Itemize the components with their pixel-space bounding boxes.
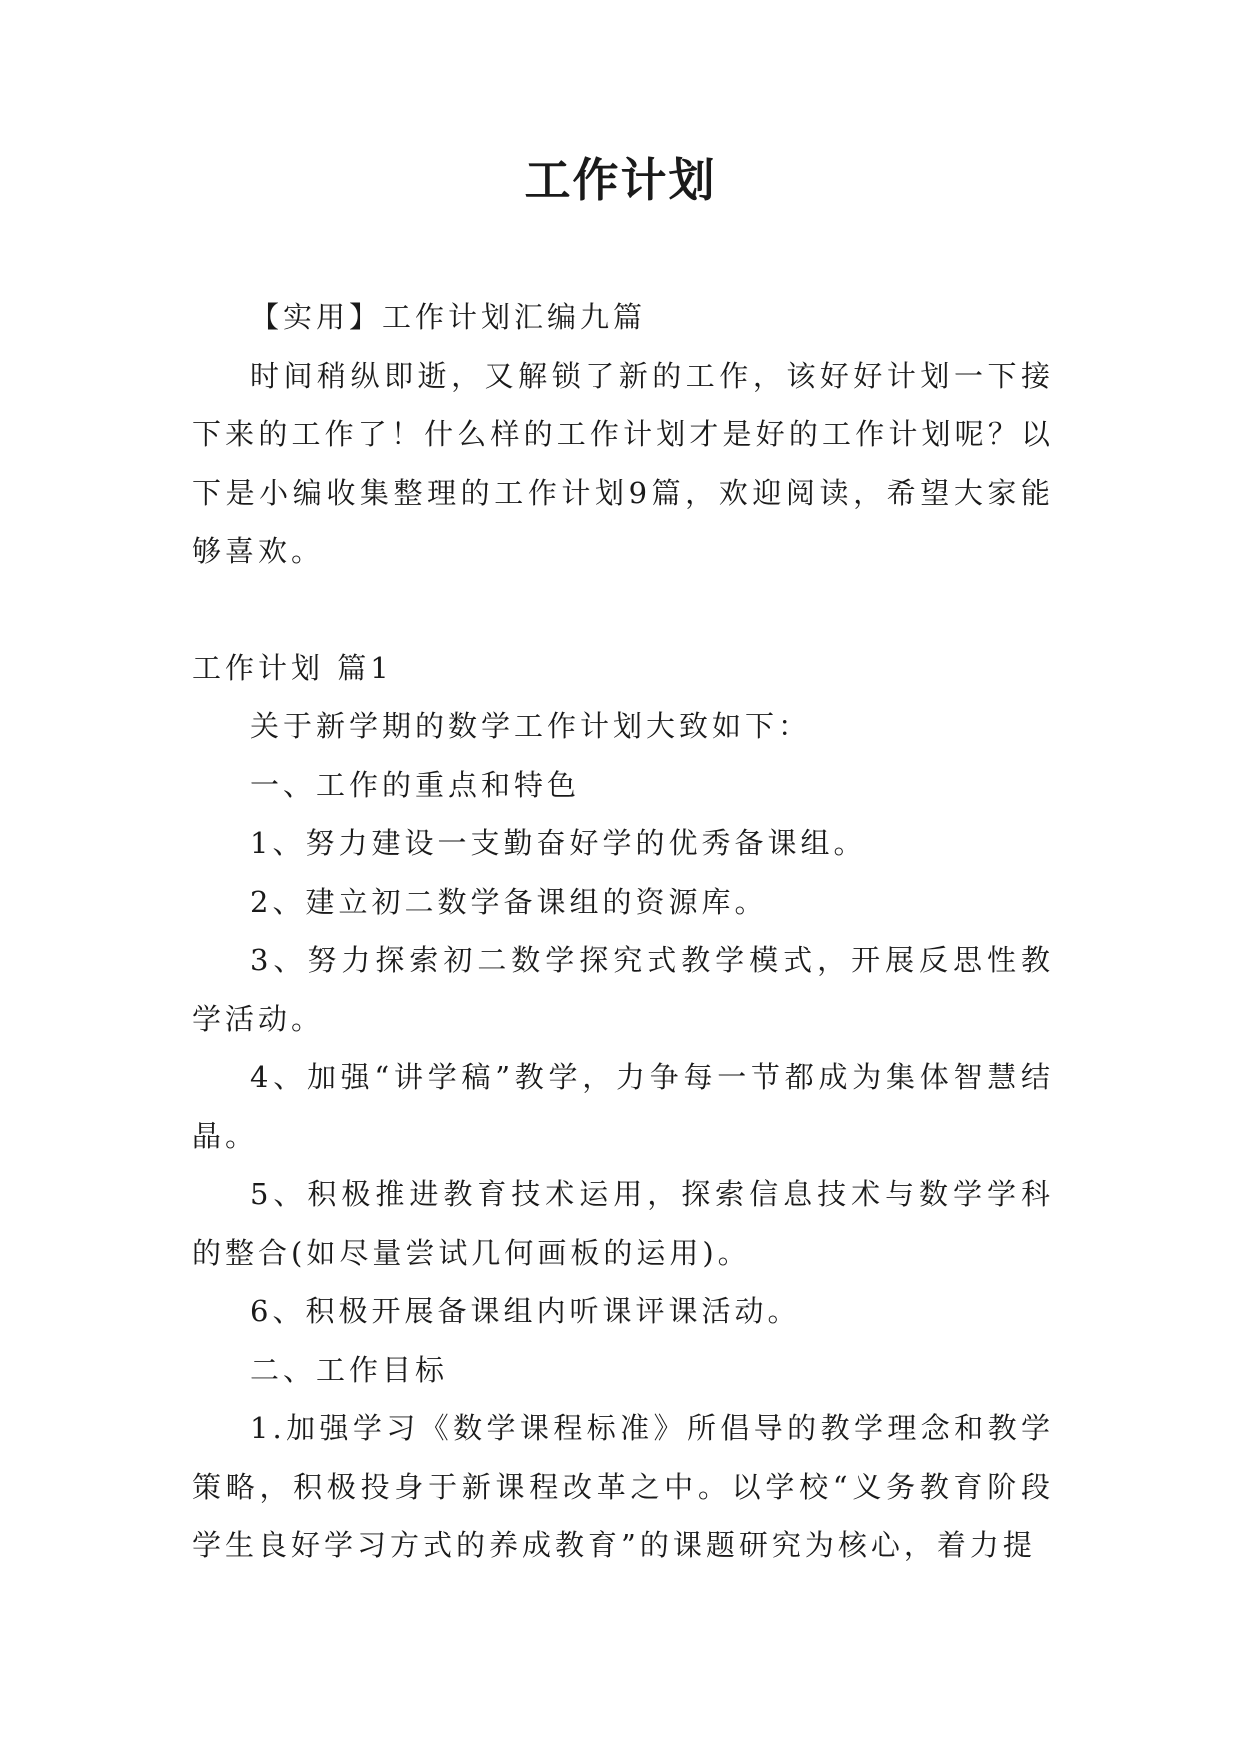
section-paragraph: 2、建立初二数学备课组的资源库。 — [250, 884, 768, 919]
section-paragraph: 关于新学期的数学工作计划大致如下： — [250, 709, 812, 743]
document-title: 工作计划 — [524, 153, 717, 207]
section-paragraph: 5、积极推进教育技术运用，探索信息技术与数学学科的整合(如尽量尝试几何画板的运用)。 — [192, 1177, 1054, 1270]
paragraph-gap — [192, 581, 1054, 639]
intro-paragraph: 时间稍纵即逝，又解锁了新的工作，该好好计划一下接下来的工作了！什么样的工作计划才是好的工作计划呢？以下是小编收集整理的工作计划9篇，欢迎阅读，希望大家能够喜欢。 — [192, 358, 1054, 568]
section-paragraph: 一、工作的重点和特色 — [250, 767, 581, 802]
section-paragraph: 3、努力探索初二数学探究式教学模式，开展反思性教学活动。 — [192, 943, 1054, 1036]
section-heading: 工作计划 篇1 — [192, 650, 393, 685]
intro-subtitle: 【实用】工作计划汇编九篇 — [250, 300, 647, 334]
document-body — [192, 288, 1054, 1575]
section-paragraph: 1.加强学习《数学课程标准》所倡导的教学理念和教学策略，积极投身于新课程改革之中。以学校“义务教育阶段学生良好学习方式的养成教育”的课题研究为核心，着力提 — [192, 1411, 1054, 1562]
section-paragraph: 4、加强“讲学稿”教学，力争每一节都成为集体智慧结晶。 — [192, 1060, 1054, 1153]
section-paragraph: 1、努力建设一支勤奋好学的优秀备课组。 — [250, 826, 867, 860]
section-paragraph: 二、工作目标 — [250, 1352, 449, 1387]
section-paragraph: 6、积极开展备课组内听课评课活动。 — [250, 1294, 801, 1328]
